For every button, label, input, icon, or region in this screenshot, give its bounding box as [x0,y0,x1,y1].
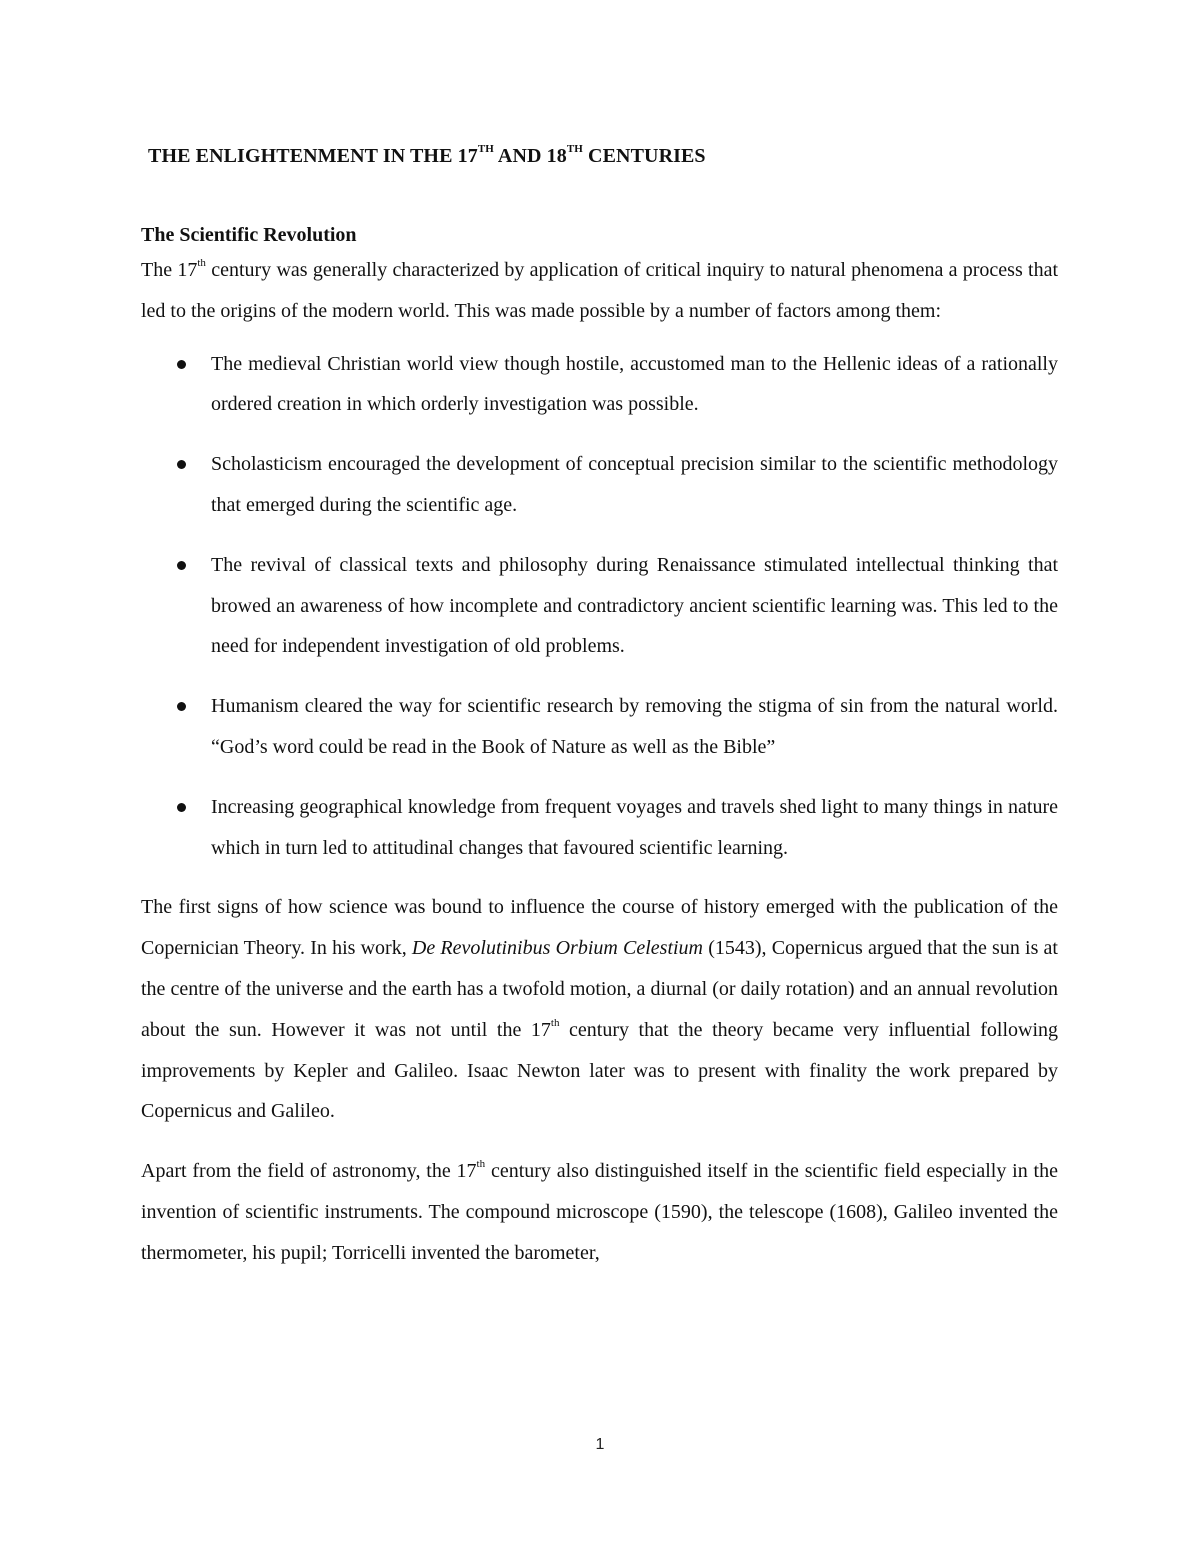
superscript: th [197,257,206,270]
bullet-icon [177,561,186,570]
superscript: th [550,1017,560,1030]
paragraph-text: century that the theory became very influential following improvements by Kepler and Galileo. Isaac Newton later was to present with finality the work prepared by Copernicus and Galileo. [141,1018,1059,1123]
list-item-text: The revival of classical texts and philosophy during Renaissance stimulated intellectual thinking that browed an awareness of how incomplete and contradictory ancient scientific learning was. This led to the need for independent investigation of old problems. [211,553,1058,658]
list-item [141,444,1058,526]
copernicus-paragraph [141,887,1058,1132]
list-item [141,344,1058,426]
list-item-text: Scholasticism encouraged the development of conceptual precision similar to the scientific methodology that emerged during the scientific age. [211,453,1058,516]
intro-paragraph [141,250,1058,332]
paragraph-text: century was generally characterized by application of critical inquiry to natural phenomena a process that led to the origins of the modern world. This was made possible by a number of factors among them: [141,259,1059,322]
list-item [141,545,1058,667]
bullet-icon [177,803,186,812]
title-text: THE ENLIGHTENMENT IN THE 17 [148,145,478,167]
instruments-paragraph [141,1151,1058,1273]
paragraph-text: Apart from the field of astronomy, the 17 [141,1160,477,1183]
book-title-italic: De Revolutinibus Orbium Celestium [411,937,703,960]
list-item [141,686,1058,768]
bullet-icon [177,702,186,711]
title-superscript: TH [477,143,494,156]
section-heading: The Scientific Revolution [141,224,357,246]
list-item-text: The medieval Christian world view though hostile, accustomed man to the Hellenic ideas of a rationally ordered creation in which orderly investigation was possible. [211,352,1058,416]
list-item-text: Humanism cleared the way for scientific research by removing the stigma of sin from the natural world. “God’s word could be read in the Book of Nature as well as the Bible” [211,695,1058,758]
paragraph-text: century also distinguished itself in the scientific field especially in the invention of scientific instruments. The compound microscope (1590), the telescope (1608), Galileo invented the thermometer, his pupil; Torricelli invented the barometer, [141,1160,1058,1264]
list-item [141,787,1058,869]
factors-list [141,344,1058,869]
bullet-icon [177,460,186,469]
paragraph-text: The first signs of how science was bound to influence the course of history emerged with the publication of the Copernician Theory. In his work, [141,896,1058,960]
title-text: AND 18 [493,145,567,167]
superscript: th [476,1158,486,1171]
document-title [148,141,1058,171]
title-superscript: TH [566,143,583,156]
paragraph-text: (1543), Copernicus argued that the sun is at the centre of the universe and the earth has a twofold motion, a diurnal (or daily rotation) and an annual revolution about the sun. However it was not until the 17 [141,937,1058,1041]
page-number: 1 [595,1436,605,1453]
paragraph-text: The 17 [141,259,198,281]
bullet-icon [177,360,186,369]
list-item-text: Increasing geographical knowledge from frequent voyages and travels shed light to many things in nature which in turn led to attitudinal changes that favoured scientific learning. [211,795,1058,859]
title-text: CENTURIES [582,145,706,167]
page-content [141,141,1058,1274]
